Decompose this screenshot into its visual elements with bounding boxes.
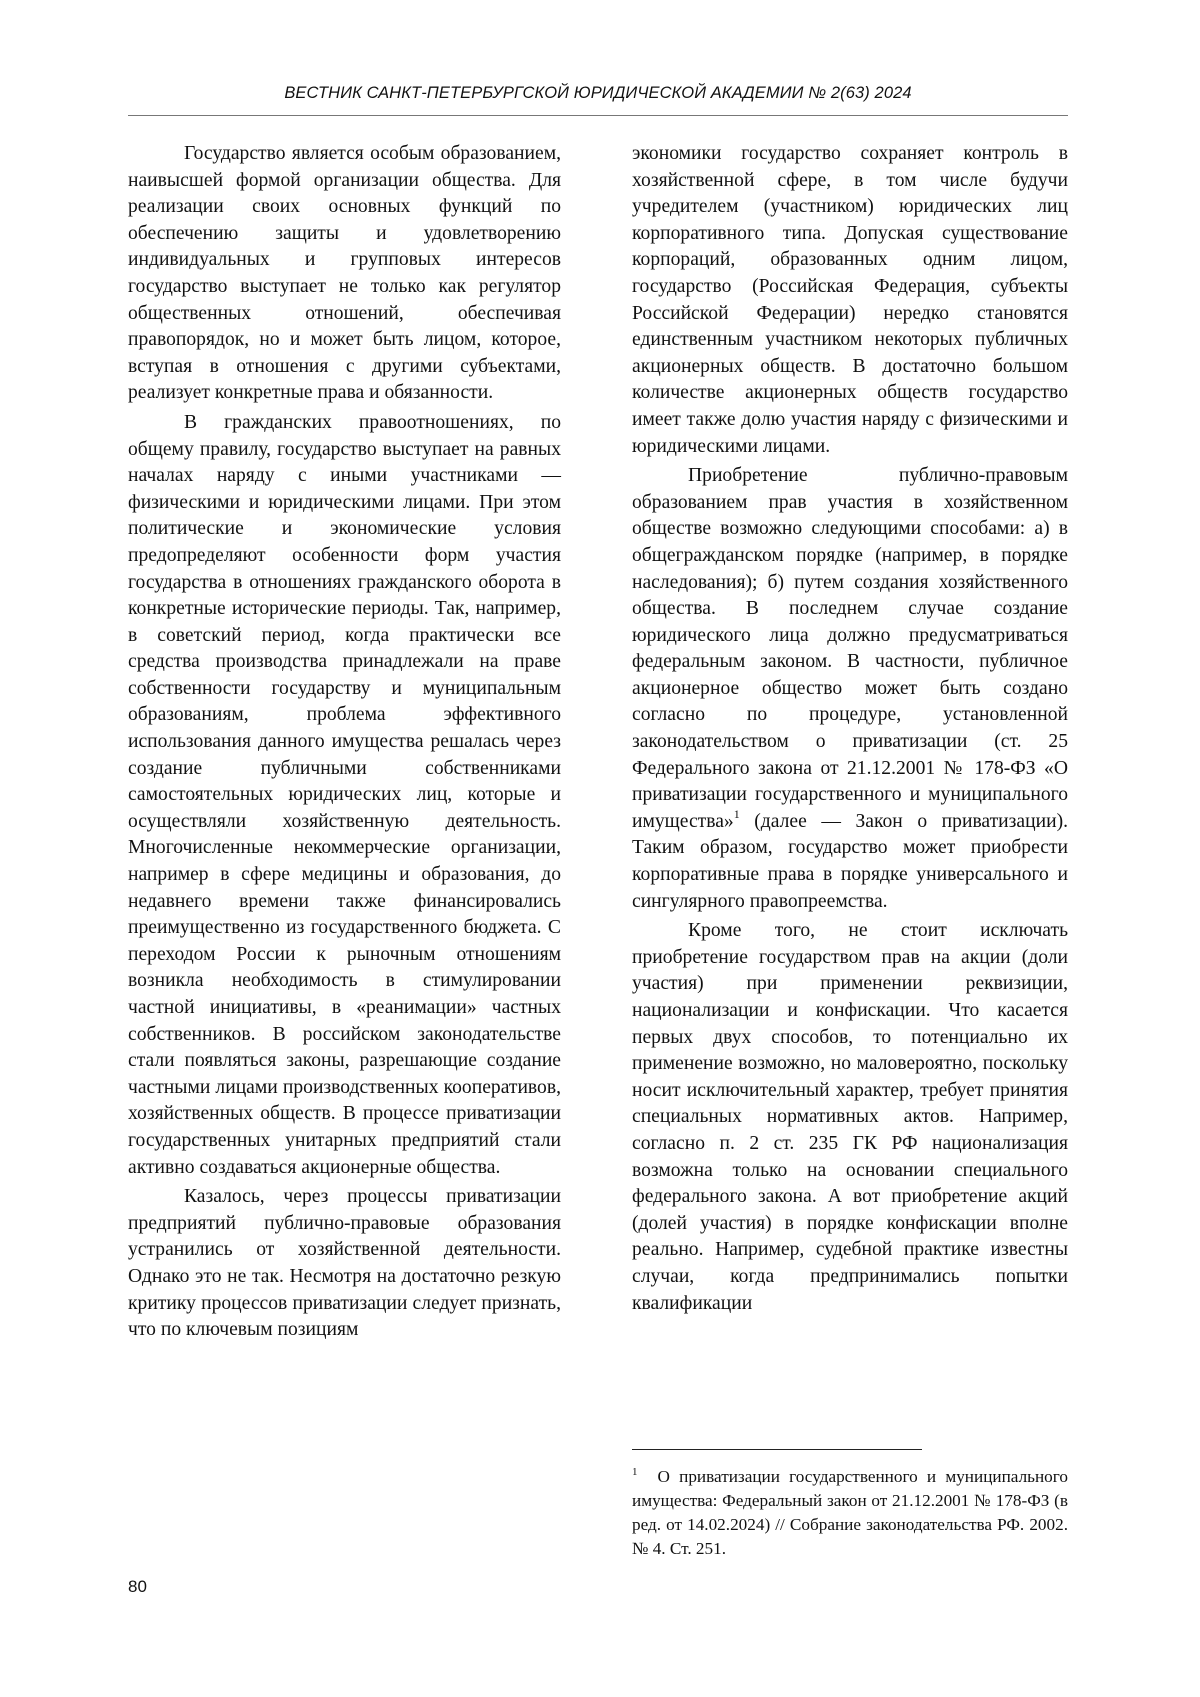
page-number: 80 bbox=[128, 1577, 147, 1596]
right-paragraph-2-text-b: (далее — Закон о приватизации). Таким образом, государство может приобрести корпоративные права в порядке универсального и сингулярного правопреемства. bbox=[632, 810, 1068, 912]
right-column bbox=[632, 141, 1068, 1320]
footnote-divider bbox=[632, 1449, 922, 1450]
right-paragraph-3: Кроме того, не стоит исключать приобретение государством прав на акции (доли участия) при применении реквизиции, национализации и конфискации. Что касается первых двух способов, то потенциально их применение возможно, но маловероятно, поскольку носит исключительный характер, требует принятия специальных нормативных актов. Например, согласно п. 2 ст. 235 ГК РФ национализация возможна только на основании специального федерального закона. А вот приобретение акций (долей участия) в порядке конфискации вполне реально. Например, судебной практике известны случаи, когда предпринимались попытки квалификации bbox=[632, 920, 1068, 1314]
footnote bbox=[632, 1465, 1068, 1561]
left-column bbox=[128, 141, 561, 1347]
left-paragraph-1: Государство является особым образованием, наивысшей формой организации общества. Для реализации своих основных функций по обеспечению защиты и удовлетворению индивидуальных и групповых интересов государство выступает не только как регулятор общественных отношений, обеспечивая правопорядок, но и может быть лицом, которое, вступая в отношения с другими субъектами, реализует конкретные права и обязанности. bbox=[128, 143, 561, 404]
right-paragraph-2-text-a: Приобретение публично-правовым образованием прав участия в хозяйственном обществе возможно следующими способами: а) в общегражданском порядке (например, в порядке наследования); б) путем создания хозяйственного общества. В последнем случае создание юридического лица должно предусматриваться федеральным законом. В частности, публичное акционерное общество может быть создано согласно по процедуре, установленной законодательством о приватизации (ст. 25 Федерального закона от 21.12.2001 № 178-ФЗ «О приватизации государственного и муниципального имущества» bbox=[632, 465, 1068, 832]
footnote-reference[interactable]: 1 bbox=[733, 807, 740, 822]
header-divider bbox=[128, 115, 1068, 116]
running-header: ВЕСТНИК САНКТ-ПЕТЕРБУРГСКОЙ ЮРИДИЧЕСКОЙ АКАДЕМИИ № 2(63) 2024 bbox=[284, 84, 912, 102]
right-paragraph-continuation: экономики государство сохраняет контроль в хозяйственной сфере, в том числе будучи учредителем (участником) юридических лиц корпоративного типа. Допуская существование корпораций, образованных одним лицом, государство (Российская Федерация, субъекты Российской Федерации) нередко становятся единственным участником некоторых публичных акционерных обществ. В достаточно большом количестве акционерных обществ государство имеет также долю участия наряду с физическими и юридическими лицами. bbox=[632, 143, 1068, 457]
footnote-text: О приватизации государственного и муниципального имущества: Федеральный закон от 21.12.2001 № 178-ФЗ (в ред. от 14.02.2024) // Собрание законодательства РФ. 2002. № 4. Ст. 251. bbox=[632, 1467, 1068, 1558]
footnote-number: 1 bbox=[632, 1466, 638, 1479]
left-paragraph-2: В гражданских правоотношениях, по общему правилу, государство выступает на равных началах наряду с иными участниками — физическими и юридическими лицами. При этом политические и экономические условия предопределяют особенности форм участия государства в отношениях гражданского оборота в конкретные исторические периоды. Так, например, в советский период, когда практически все средства производства принадлежали на праве собственности государству и муниципальным образованиям, проблема эффективного использования данного имущества решалась через создание публичными собственниками самостоятельных юридических лиц, которые и осуществляли хозяйственную деятельность. Многочисленные некоммерческие организации, например в сфере медицины и образования, до недавнего времени также финансировались преимущественно из государственного бюджета. С переходом России к рыночным отношениям возникла необходимость в стимулировании частной инициативы, в «реанимации» частных собственников. В российском законодательстве стали появляться законы, разрешающие создание частными лицами производственных кооперативов, хозяйственных обществ. В процессе приватизации государственных унитарных предприятий стали активно создаваться акционерные общества. bbox=[128, 411, 561, 1178]
right-paragraph-2 bbox=[632, 463, 1068, 915]
left-paragraph-3: Казалось, через процессы приватизации предприятий публично-правовые образования устранились от хозяйственной деятельности. Однако это не так. Несмотря на достаточно резкую критику процессов приватизации следует признать, что по ключевым позициям bbox=[128, 1186, 561, 1341]
